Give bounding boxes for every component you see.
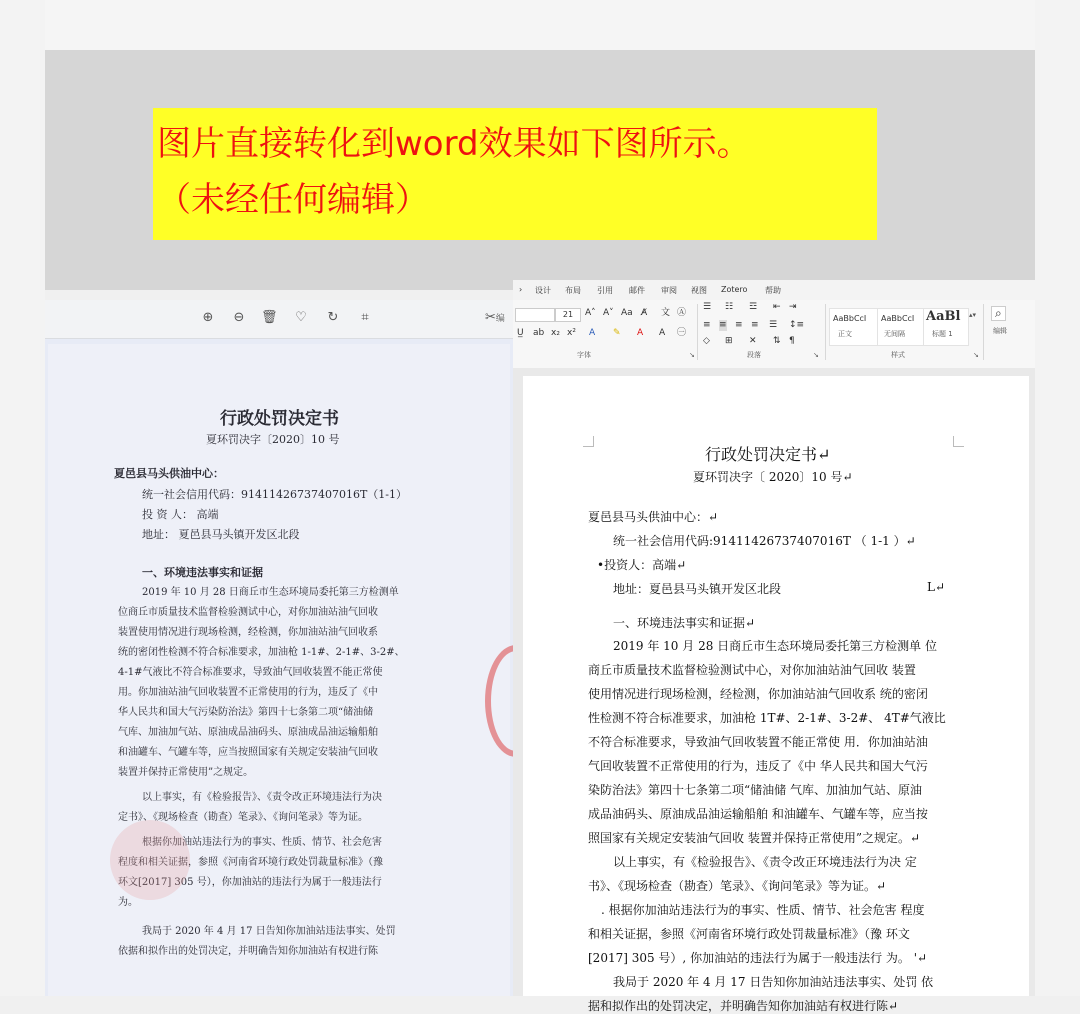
zoom-out-icon[interactable]: ⊖ [233,310,245,325]
scan-party: 夏邑县马头供油中心： [114,467,224,480]
scan-doc-no: 夏环罚决字〔2020〕10 号 [206,433,340,446]
zoom-in-icon[interactable]: ⊕ [202,310,214,325]
style-no-spacing[interactable] [877,308,925,346]
distributed-icon[interactable]: ☰ [769,320,778,330]
group-paragraph-label: 段落 [747,351,761,359]
border-char-icon[interactable]: Ⓐ [677,308,687,318]
crop-mark [953,436,964,447]
enclose-char-icon[interactable]: ㊀ [677,328,687,338]
edit-icon[interactable]: ✂编 [485,310,505,325]
scan-address: 地址： 夏邑县马头镇开发区北段 [142,528,300,541]
scan-line: 定书》、《现场检查（勘查）笔录》、《询问笔录》等为证。 [118,812,368,823]
doc-line[interactable]: 据和拟作出的处罚决定，并明确告知你加油站有权进行陈↵ [588,999,899,1013]
doc-title[interactable]: 行政处罚决定书↵ [705,445,831,464]
doc-number[interactable]: 夏环罚决字〔 2020〕10 号↵ [693,470,853,484]
tab-references[interactable]: 引用 [597,286,613,295]
borders-icon[interactable]: ⊞ [725,336,733,346]
scan-line: 环文[2017] 305 号），你加油站的违法行为属于一般违法行 [118,877,382,888]
scan-line: 依据和拟作出的处罚决定，并明确告知你加油站有权进行陈 [118,946,378,957]
tab-zotero[interactable]: Zotero [721,285,748,294]
scan-line: 4-1#气液比不符合标准要求，导致油气回收装置不能正常使 [118,667,383,678]
doc-line[interactable]: 气回收装置不正常使用的行为，违反了《中 华人民共和国大气污 [588,759,928,773]
style-normal-name: 正文 [838,330,852,338]
doc-line[interactable]: 和相关证据，参照《河南省环境行政处罚裁量标准》（豫 环文 [588,927,910,941]
styles-dialog-launcher-icon[interactable]: ↘ [973,351,979,359]
search-icon[interactable]: ⌕ [991,306,1006,321]
styles-scroll-icon[interactable]: ▴▾ [969,311,977,319]
doc-line[interactable]: . 根据你加油站违法行为的事实、性质、情节、社会危害 程度 [601,903,925,917]
divider [825,304,826,360]
group-styles-label: 样式 [891,351,905,359]
style-heading-1-name: 标题 1 [932,330,953,338]
word-window [513,280,1035,1013]
line-spacing-icon[interactable]: ↕≡ [789,320,805,330]
crop-icon[interactable]: ⌗ [361,310,369,325]
edit-label: 编 [495,314,505,324]
style-heading-1-preview: AaBl [926,309,961,324]
doc-line[interactable]: 2019 年 10 月 28 日商丘市生态环境局委托第三方检测单 位 [613,639,937,653]
scan-line: 统的密闭性检测不符合标准要求，加油枪 1-1#、2-1#、3-2#、 [118,647,405,658]
shrink-font-icon[interactable]: A˅ [603,308,614,318]
highlight-banner [153,108,877,240]
justify-icon[interactable]: ≡ [751,320,759,330]
scan-line: 用。你加油站油气回收装置不正常使用的行为，违反了《中 [118,687,378,698]
doc-line[interactable]: 性检测不符合标准要求，加油枪 1T#、2-1#、3-2#、 4T#气液比 [588,711,946,725]
doc-line[interactable]: 照国家有关规定安装油气回收 装置并保持正常使用”之规定。↵ [588,831,921,845]
tab-review[interactable]: 审阅 [661,286,677,295]
scan-line: 位商丘市质量技术监督检验测试中心，对你加油站油气回收 [118,607,378,618]
ribbon-tabs [513,280,1035,300]
scan-line: 为。 [118,897,138,908]
photo-viewer [45,300,515,996]
scan-line: 根据你加油站违法行为的事实、性质、情节、社会危害 [142,837,382,848]
bullets-icon[interactable]: ☰ [703,302,712,312]
shading-icon[interactable]: ◇ [703,336,710,346]
font-name-box[interactable] [515,308,555,322]
banner-text: 图片直接转化到word效果如下图所示。 （未经任何编辑） [157,124,751,220]
right-margin [1035,0,1080,996]
scan-line: 装置并保持正常使用”之规定。 [118,767,254,778]
style-heading-1[interactable] [923,308,969,346]
style-no-spacing-preview: AaBbCcI [881,314,915,323]
doc-line[interactable]: 染防治法》第四十七条第二项“储油储 气库、加油加气站、原油 [588,783,922,797]
strikethrough-icon[interactable]: ab [533,328,545,338]
doc-line[interactable]: 我局于 2020 年 4 月 17 日告知你加油站违法事实、处罚 依 [613,975,934,989]
superscript-icon[interactable]: x² [567,328,576,338]
tab-layout[interactable]: 布局 [565,286,581,295]
scan-line: 装置使用情况进行现场检测，经检测，你加油站油气回收系 [118,627,378,638]
doc-section-1[interactable]: 一、环境违法事实和证据↵ [613,616,756,630]
group-editing-label: 编辑 [993,327,1007,335]
tab-view[interactable]: 视图 [691,286,707,295]
font-size-box[interactable]: 21 [555,308,581,322]
viewer-toolbar [45,300,515,339]
ribbon [513,300,1035,369]
scanned-page [48,344,510,996]
crop-mark [583,436,594,447]
numbering-icon[interactable]: ☷ [725,302,734,312]
doc-credit-code[interactable]: 统一社会信用代码:91411426737407016T （ 1-1 ）↵ [613,534,916,548]
scan-line: 以上事实，有《检验报告》、《责令改正环境违法行为决 [142,792,382,803]
grow-font-icon[interactable]: A˄ [585,308,596,318]
scan-line: 气库、加油加气站、原油成品油码头、原油成品油运输船舶 [118,727,378,738]
tab-placeholder: › [519,285,523,294]
tab-mailings[interactable]: 邮件 [629,286,645,295]
scan-line: 华人民共和国大气污染防治法》第四十七条第二项“储油储 [118,707,374,718]
document-page [523,376,1029,1013]
scan-investor: 投 资 人： 高端 [142,508,219,521]
scan-line: 2019 年 10 月 28 日商丘市生态环境局委托第三方检测单 [142,587,399,598]
scan-line: 和油罐车、气罐车等，应当按照国家有关规定安装油气回收 [118,747,378,758]
text-effects-icon[interactable]: A [589,328,596,338]
divider [983,304,984,360]
phonetic-icon[interactable]: 文 [661,308,671,318]
top-margin [0,0,1080,50]
doc-line[interactable]: [2017] 305 号）, 你加油站的违法行为属于一般违法行 为。 '↵ [588,951,928,965]
style-normal[interactable] [829,308,879,346]
doc-address[interactable]: 地址：夏邑县马头镇开发区北段 [613,582,782,596]
doc-line[interactable]: 书》、《现场检查（勘查）笔录》、《询问笔录》等为证。↵ [588,879,887,893]
change-case-icon[interactable]: Aa [621,308,633,318]
align-center-icon[interactable]: ≡ [719,320,727,330]
align-left-icon[interactable]: ≡ [703,320,711,330]
doc-line[interactable]: 不符合标准要求，导致油气回收装置不能正常使 用．你加油站油 [588,735,928,749]
subscript-icon[interactable]: x₂ [551,328,560,338]
font-color-icon[interactable]: A [637,328,644,338]
faded-seal-stamp [110,820,190,900]
doc-line[interactable]: 以上事实，有《检验报告》、《责令改正环境违法行为决 定 [613,855,917,869]
tab-design[interactable]: 设计 [535,286,551,295]
align-right-icon[interactable]: ≡ [735,320,743,330]
underline-icon[interactable]: U̲ [517,328,524,338]
multilevel-list-icon[interactable]: ☲ [749,302,758,312]
highlight-icon[interactable]: ✎ [613,328,621,338]
style-no-spacing-name: 无间隔 [884,330,905,338]
scan-line: 程度和相关证据，参照《河南省环境行政处罚裁量标准》（豫 [118,857,383,868]
scan-credit-code: 统一社会信用代码：91411426737407016T（1-1） [142,488,408,501]
scan-line: 我局于 2020 年 4 月 17 日告知你加油站违法事实、处罚 [142,926,396,937]
doc-line[interactable]: 使用情况进行现场检测，经检测，你加油站油气回收系 统的密闭 [588,687,928,701]
increase-indent-icon[interactable]: ⇥ [789,302,797,312]
char-shading-icon[interactable]: A [659,328,666,338]
group-font-label: 字体 [577,351,591,359]
rotate-icon[interactable]: ↻ [327,310,339,325]
heart-icon[interactable]: ♡ [295,310,307,325]
doc-line[interactable]: 商丘市质量技术监督检验测试中心，对你加油站油气回收 装置 [588,663,916,677]
paragraph-dialog-launcher-icon[interactable]: ↘ [813,351,819,359]
scan-section-1: 一、环境违法事实和证据 [142,566,263,579]
tab-help[interactable]: 帮助 [765,286,781,295]
divider [697,304,698,360]
doc-party[interactable]: 夏邑县马头供油中心：↵ [588,510,719,524]
chinese-layout-icon[interactable]: ✕ [749,336,757,346]
sort-icon[interactable]: ⇅ [773,336,781,346]
style-normal-preview: AaBbCcI [833,314,867,323]
decrease-indent-icon[interactable]: ⇤ [773,302,781,312]
scan-title: 行政处罚决定书 [220,409,339,429]
trash-icon[interactable]: 🗑 [261,310,278,325]
doc-line[interactable]: 成品油码头、原油成品油运输船舶 和油罐车、气罐车等，应当按 [588,807,928,821]
clear-format-icon[interactable]: A̸ [641,308,648,318]
font-dialog-launcher-icon[interactable]: ↘ [689,351,695,359]
doc-investor[interactable]: •投资人：高端↵ [597,558,687,572]
left-margin [0,0,45,996]
doc-address-tail: L↵ [927,580,946,594]
show-marks-icon[interactable]: ¶ [789,336,795,346]
